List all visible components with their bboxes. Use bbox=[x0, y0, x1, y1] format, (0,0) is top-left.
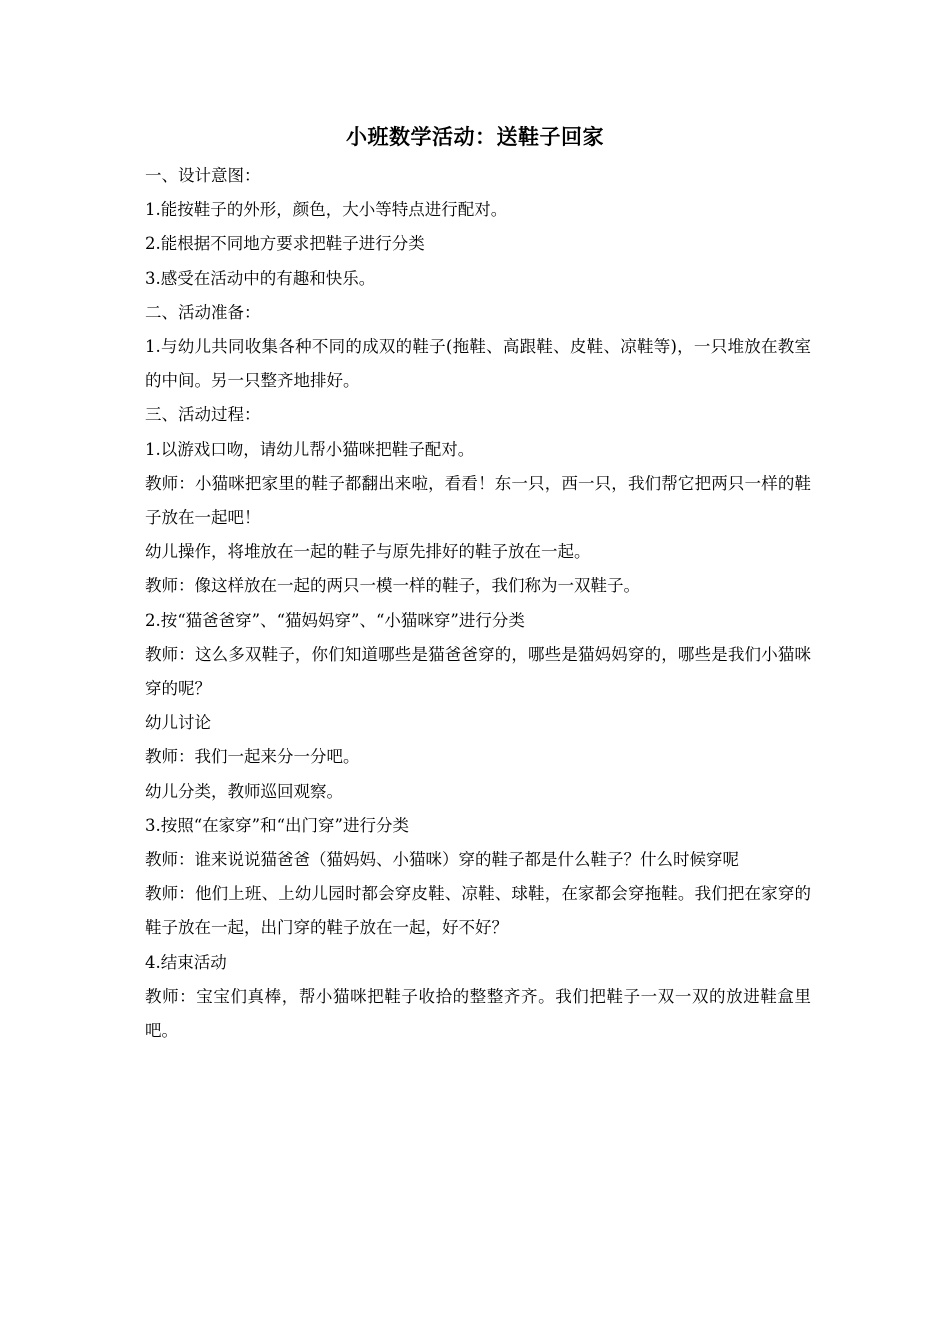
child-activity-line: 幼儿讨论 bbox=[145, 713, 211, 733]
teacher-line: 教师：小猫咪把家里的鞋子都翻出来啦，看看！东一只，西一只，我们帮它把两只一样的鞋子放在一起吧！ bbox=[145, 473, 811, 528]
preparation-item-1: 1.与幼儿共同收集各种不同的成双的鞋子(拖鞋、高跟鞋、皮鞋、凉鞋等)，一只堆放在教室的中间。另一只整齐地排好。 bbox=[145, 337, 811, 391]
goal-item-3: 3.感受在活动中的有趣和快乐。 bbox=[145, 268, 376, 288]
teacher-line: 教师：宝宝们真棒，帮小猫咪把鞋子收拾的整整齐齐。我们把鞋子一双一双的放进鞋盒里吧。 bbox=[145, 986, 811, 1041]
section-heading-design-intent: 一、设计意图： bbox=[145, 166, 261, 185]
teacher-line: 教师：他们上班、上幼儿园时都会穿皮鞋、凉鞋、球鞋，在家都会穿拖鞋。我们把在家穿的鞋子放在一起，出门穿的鞋子放在一起，好不好？ bbox=[145, 884, 811, 938]
process-step-3: 3.按照“在家穿”和“出门穿”进行分类 bbox=[145, 815, 409, 835]
document-body bbox=[145, 159, 811, 1048]
process-step-4: 4.结束活动 bbox=[145, 952, 227, 972]
teacher-line: 教师：这么多双鞋子，你们知道哪些是猫爸爸穿的，哪些是猫妈妈穿的，哪些是我们小猫咪穿的呢？ bbox=[145, 644, 811, 699]
section-heading-preparation: 二、活动准备： bbox=[145, 302, 261, 322]
section-heading-process: 三、活动过程： bbox=[145, 405, 261, 425]
document-title: 小班数学活动：送鞋子回家 bbox=[346, 124, 604, 149]
child-activity-line: 幼儿分类，教师巡回观察。 bbox=[145, 781, 343, 801]
teacher-line: 教师：像这样放在一起的两只一模一样的鞋子，我们称为一双鞋子。 bbox=[145, 576, 640, 596]
process-step-1: 1.以游戏口吻，请幼儿帮小猫咪把鞋子配对。 bbox=[145, 439, 475, 459]
goal-item-2: 2.能根据不同地方要求把鞋子进行分类 bbox=[145, 234, 425, 254]
child-activity-line: 幼儿操作，将堆放在一起的鞋子与原先排好的鞋子放在一起。 bbox=[145, 542, 591, 562]
teacher-line: 教师：谁来说说猫爸爸（猫妈妈、小猫咪）穿的鞋子都是什么鞋子？什么时候穿呢 bbox=[145, 850, 739, 870]
process-step-2: 2.按“猫爸爸穿”、“猫妈妈穿”、“小猫咪穿”进行分类 bbox=[145, 610, 525, 630]
teacher-line: 教师：我们一起来分一分吧。 bbox=[145, 747, 360, 767]
goal-item-1: 1.能按鞋子的外形，颜色，大小等特点进行配对。 bbox=[145, 200, 508, 220]
